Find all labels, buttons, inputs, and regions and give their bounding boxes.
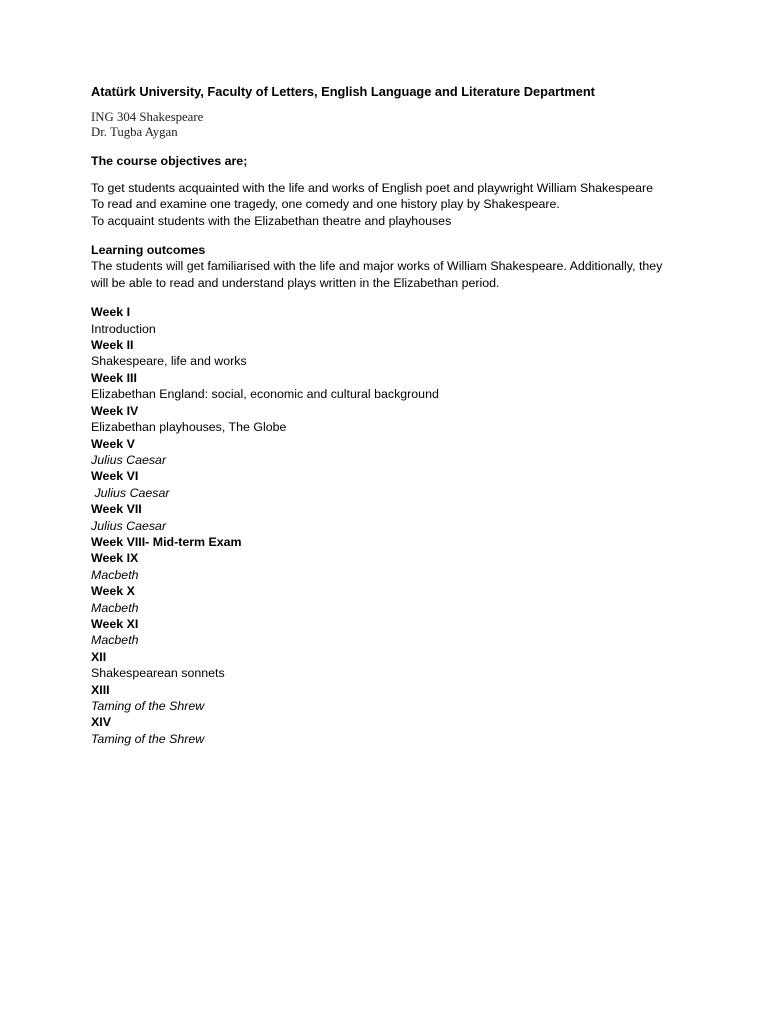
week-topic: Elizabethan England: social, economic and cultural background — [91, 387, 439, 402]
week-label: Week X — [91, 584, 135, 599]
syllabus-page — [91, 84, 691, 747]
week-topic: Shakespeare, life and works — [91, 354, 247, 369]
week-label: Week VI — [91, 469, 139, 484]
week-label: Week XI — [91, 616, 139, 631]
objective-item: To read and examine one tragedy, one comedy and one history play by Shakespeare. — [91, 197, 560, 212]
week-topic: Julius Caesar — [91, 518, 167, 533]
week-label: XIII — [91, 682, 110, 697]
week-topic: Macbeth — [91, 633, 139, 648]
week-label: Week VII — [91, 502, 142, 517]
week-topic: Julius Caesar — [91, 485, 170, 500]
objective-item: To acquaint students with the Elizabethan theatre and playhouses — [91, 213, 452, 228]
week-topic: Introduction — [91, 321, 156, 336]
week-label: Week IV — [91, 403, 139, 418]
week-label: Week V — [91, 436, 135, 451]
week-topic: Macbeth — [91, 600, 139, 615]
objectives-heading: The course objectives are; — [91, 154, 248, 169]
week-label: Week I — [91, 305, 131, 320]
week-topic: Taming of the Shrew — [91, 731, 205, 746]
week-topic: Julius Caesar — [91, 452, 167, 467]
week-label: XIV — [91, 715, 111, 730]
week-label: XII — [91, 649, 107, 664]
outcomes-text: The students will get familiarised with the life and major works of William Shakespeare. Additionally, they will be able to read and understand plays written in the Elizabethan period. — [91, 259, 663, 290]
week-topic: Shakespearean sonnets — [91, 666, 225, 681]
objectives-list — [91, 180, 691, 229]
weekly-schedule — [91, 304, 691, 747]
course-code: ING 304 Shakespeare — [91, 110, 204, 125]
week-topic: Taming of the Shrew — [91, 699, 205, 713]
instructor-name: Dr. Tugba Aygan — [91, 125, 178, 140]
document-title: Atatürk University, Faculty of Letters, English Language and Literature Department — [91, 84, 595, 99]
week-topic: Macbeth — [91, 567, 139, 582]
course-info — [91, 110, 691, 140]
outcomes-heading: Learning outcomes — [91, 243, 206, 258]
learning-outcomes — [91, 242, 691, 291]
week-label: Week VIII- Mid-term Exam — [91, 534, 242, 549]
week-label: Week II — [91, 338, 134, 353]
week-topic: Elizabethan playhouses, The Globe — [91, 420, 287, 435]
week-label: Week IX — [91, 551, 139, 566]
week-label: Week III — [91, 370, 137, 385]
objective-item: To get students acquainted with the life and works of English poet and playwright William Shakespeare — [91, 180, 654, 195]
